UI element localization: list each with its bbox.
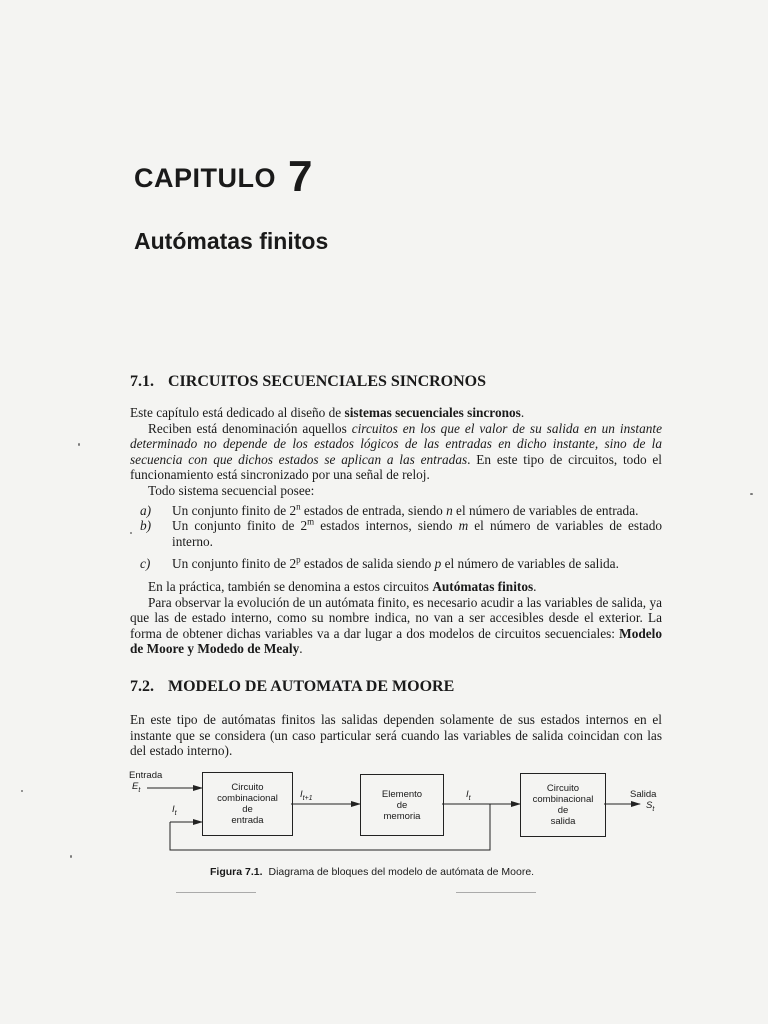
list-label: c)	[140, 556, 151, 572]
scan-line-mark	[456, 892, 536, 893]
chapter-number: 7	[288, 152, 313, 201]
var-subscript: t	[468, 794, 471, 802]
text-run: . En este tipo de circuitos, todo el funcionamiento está sincronizado por una señal de reloj.	[130, 451, 662, 483]
var-letter: S	[646, 800, 653, 811]
variable: n	[446, 502, 453, 518]
scan-speck	[750, 493, 753, 495]
block-line: combinacional	[532, 794, 594, 805]
section-title: CIRCUITOS SECUENCIALES SINCRONOS	[168, 373, 487, 390]
text-run: Un conjunto finito de 2	[172, 556, 297, 572]
superscript: n	[296, 501, 301, 512]
section-title: MODELO DE AUTOMATA DE MOORE	[168, 678, 455, 695]
var-subscript: t	[174, 809, 177, 817]
block-line: Circuito	[231, 782, 264, 793]
text-run: .	[533, 578, 537, 594]
chapter-heading	[134, 152, 313, 202]
var-letter: I	[466, 789, 469, 800]
paragraph	[130, 421, 662, 483]
var-letter: E	[132, 781, 139, 792]
text-run: estados de salida siendo	[300, 556, 435, 572]
bold-term: Modelo de Moore y Modedo de Mealy	[130, 625, 662, 657]
block-line: Elemento	[381, 788, 423, 800]
text-run: el número de variables de estado interno.	[172, 518, 662, 549]
text-run: .	[299, 641, 303, 657]
scan-speck	[21, 790, 23, 792]
paragraph	[130, 579, 662, 595]
var-subscript: t+1	[302, 794, 313, 802]
text-run: .	[520, 405, 525, 420]
text-run: Un conjunto finito de 2	[172, 518, 308, 534]
paragraph: En este tipo de autómatas finitos las salidas dependen solamente de sus estados internos en el instante que se considera (un caso particular será cuando las variables de salida coincidan con las del estado interno).	[130, 712, 662, 759]
section-number: 7.2.	[130, 678, 154, 695]
output-variable	[646, 800, 654, 815]
variable: p	[434, 556, 442, 572]
text-run: En la práctica, también se denomina a estos circuitos	[148, 578, 433, 594]
list-item	[130, 556, 662, 572]
section-heading-7-1	[130, 373, 486, 391]
scan-speck	[78, 443, 80, 446]
block-line: de	[242, 804, 253, 815]
text-run: Para observar la evolución de un autómata finito, es necesario acudir a las variables de salida, ya que las de estado interno, como su nombre indica, no van a ser accesibles desde el exterior. La forma de obtener dichas variables va a dar lugar a dos modelos de circuitos secuenciales:	[130, 594, 662, 641]
block-line: salida	[550, 816, 576, 827]
superscript: p	[296, 554, 301, 565]
chapter-title: Autómatas finitos	[134, 228, 329, 254]
variable: m	[458, 518, 469, 534]
it-variable	[466, 789, 471, 804]
chapter-label: CAPITULO	[134, 163, 276, 193]
list-label: a)	[140, 502, 152, 518]
text-run: Un conjunto finito de 2	[172, 502, 297, 518]
list-item	[130, 503, 662, 519]
memory-element-block	[360, 774, 444, 836]
scan-line-mark	[176, 892, 256, 893]
var-subscript: t	[138, 786, 141, 794]
superscript: m	[307, 516, 315, 527]
output-combinational-block	[520, 773, 606, 837]
section-heading-7-2	[130, 678, 454, 696]
bold-term: sistemas secuenciales sincronos	[344, 405, 521, 420]
scan-speck	[130, 532, 132, 534]
block-line: Circuito	[546, 783, 580, 794]
block-line: de	[557, 805, 569, 816]
text-run: estados de entrada, siendo	[300, 502, 447, 518]
text-run: estados internos, siendo	[314, 518, 459, 534]
caption-number: Figura 7.1.	[210, 866, 263, 878]
paragraph	[130, 405, 662, 421]
caption-text: Diagrama de bloques del modelo de autómata de Moore.	[268, 866, 535, 878]
section-number: 7.1.	[130, 373, 154, 390]
block-line: combinacional	[217, 793, 278, 804]
section-7-2-body	[130, 712, 662, 759]
it1-variable	[300, 789, 313, 804]
input-label: Entrada	[129, 770, 163, 781]
scan-speck	[70, 855, 72, 858]
block-line: entrada	[231, 815, 264, 826]
input-variable	[132, 781, 140, 796]
italic-definition: circuitos en los que el valor de su salida en un instante determinado no depende de los estados lógicos de las entradas en dicho instante, sino de la secuencia con que dichos estados se aplican a las entradas	[130, 420, 662, 467]
paragraph	[130, 595, 662, 657]
var-subscript: t	[652, 805, 655, 813]
list-label: b)	[140, 518, 152, 534]
var-letter: I	[300, 789, 303, 800]
input-combinational-block	[202, 772, 293, 836]
text-run: el número de variables de salida.	[441, 556, 619, 572]
output-label: Salida	[630, 789, 657, 800]
section-7-1-body	[130, 405, 662, 657]
var-letter: I	[172, 804, 175, 815]
bold-term: Autómatas finitos	[432, 578, 534, 594]
paragraph: Todo sistema secuencial posee:	[148, 482, 315, 498]
list-item	[130, 518, 662, 549]
text-run: Este capítulo está dedicado al diseño de	[130, 405, 345, 420]
block-line: memoria	[383, 810, 421, 822]
figure-caption	[210, 866, 534, 878]
block-line: de	[396, 799, 408, 811]
text-run: Reciben está denominación aquellos	[148, 420, 352, 436]
text-run: el número de variables de entrada.	[452, 502, 639, 518]
feedback-variable	[172, 804, 177, 819]
